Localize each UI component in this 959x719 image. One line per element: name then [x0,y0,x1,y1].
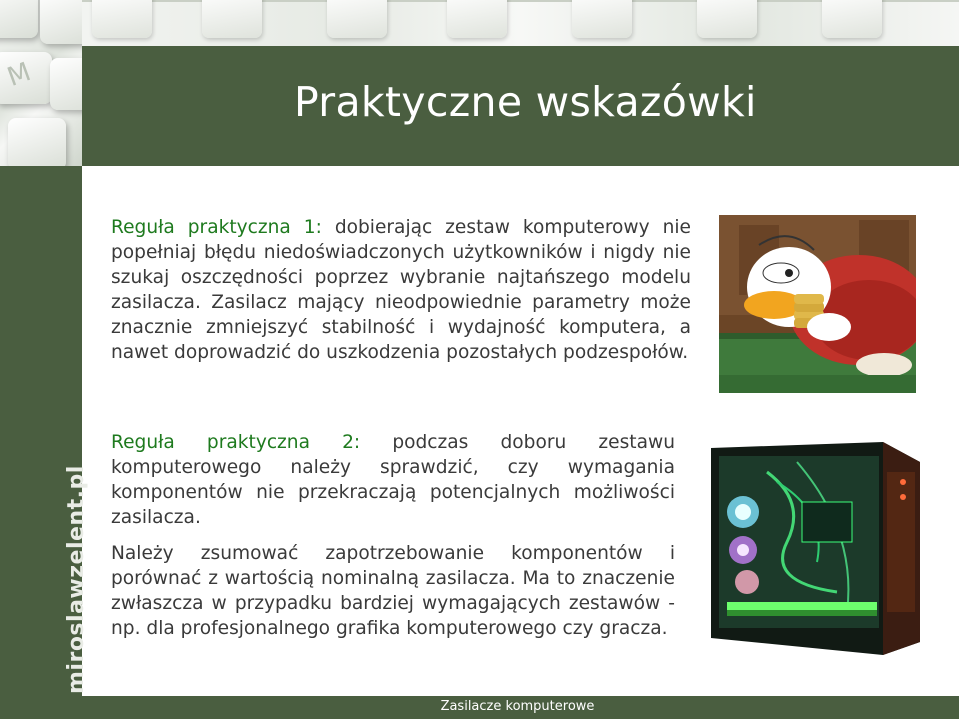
paragraph-text: Należy zsumować zapotrzebowanie komponentów i porównać z wartością nominalną zasilacza. Ma to znaczenie zwłaszcza w przypadku bardziej wymagających zestawów - np. dla profesjonalnego grafika komputerowego czy gracza. [111,543,675,639]
keyboard-photo-corner [0,0,82,166]
paragraph-rule-1 [111,215,691,365]
pc-case-illustration [707,442,920,655]
brand-watermark: miroslawzelent.pl [64,465,89,694]
keyboard-key [0,0,38,38]
paragraph-text: dobierając zestaw komputerowy nie popełniaj błędu niedoświadczonych użytkowników i nigdy nie szukaj oszczędności poprzez wybranie najtańszego modelu zasilacza. Zasilacz mający nieodpowiednie parametry może znacznie zmniejszyć stabilność i wydajność komputera, a nawet doprowadzić do uszkodzenia pozostałych podzespołów. [111,217,691,363]
rule-label: Reguła praktyczna 1: [111,217,322,238]
paragraph-rule-2 [111,430,675,530]
keyboard-key: M [0,52,52,104]
rule-label: Reguła praktyczna 2: [111,432,361,453]
paragraph-summary [111,541,675,641]
footer-bar [82,696,959,719]
slide-title: Praktyczne wskazówki [294,78,757,126]
keyboard-photo-strip [82,0,959,46]
keyboard-key [40,0,82,44]
paragraph-text: podczas doboru zestawu komputerowego należy sprawdzić, czy wymagania komponentów nie przekraczają potencjalnych możliwości zasilacza. [111,432,675,528]
cartoon-duck-coins-image [719,215,916,393]
footer-text: Zasilacze komputerowe [440,699,595,714]
keyboard-key [50,58,82,110]
cartoon-illustration [719,215,916,393]
pc-case-neon-image [707,442,920,655]
keyboard-key [8,118,66,166]
